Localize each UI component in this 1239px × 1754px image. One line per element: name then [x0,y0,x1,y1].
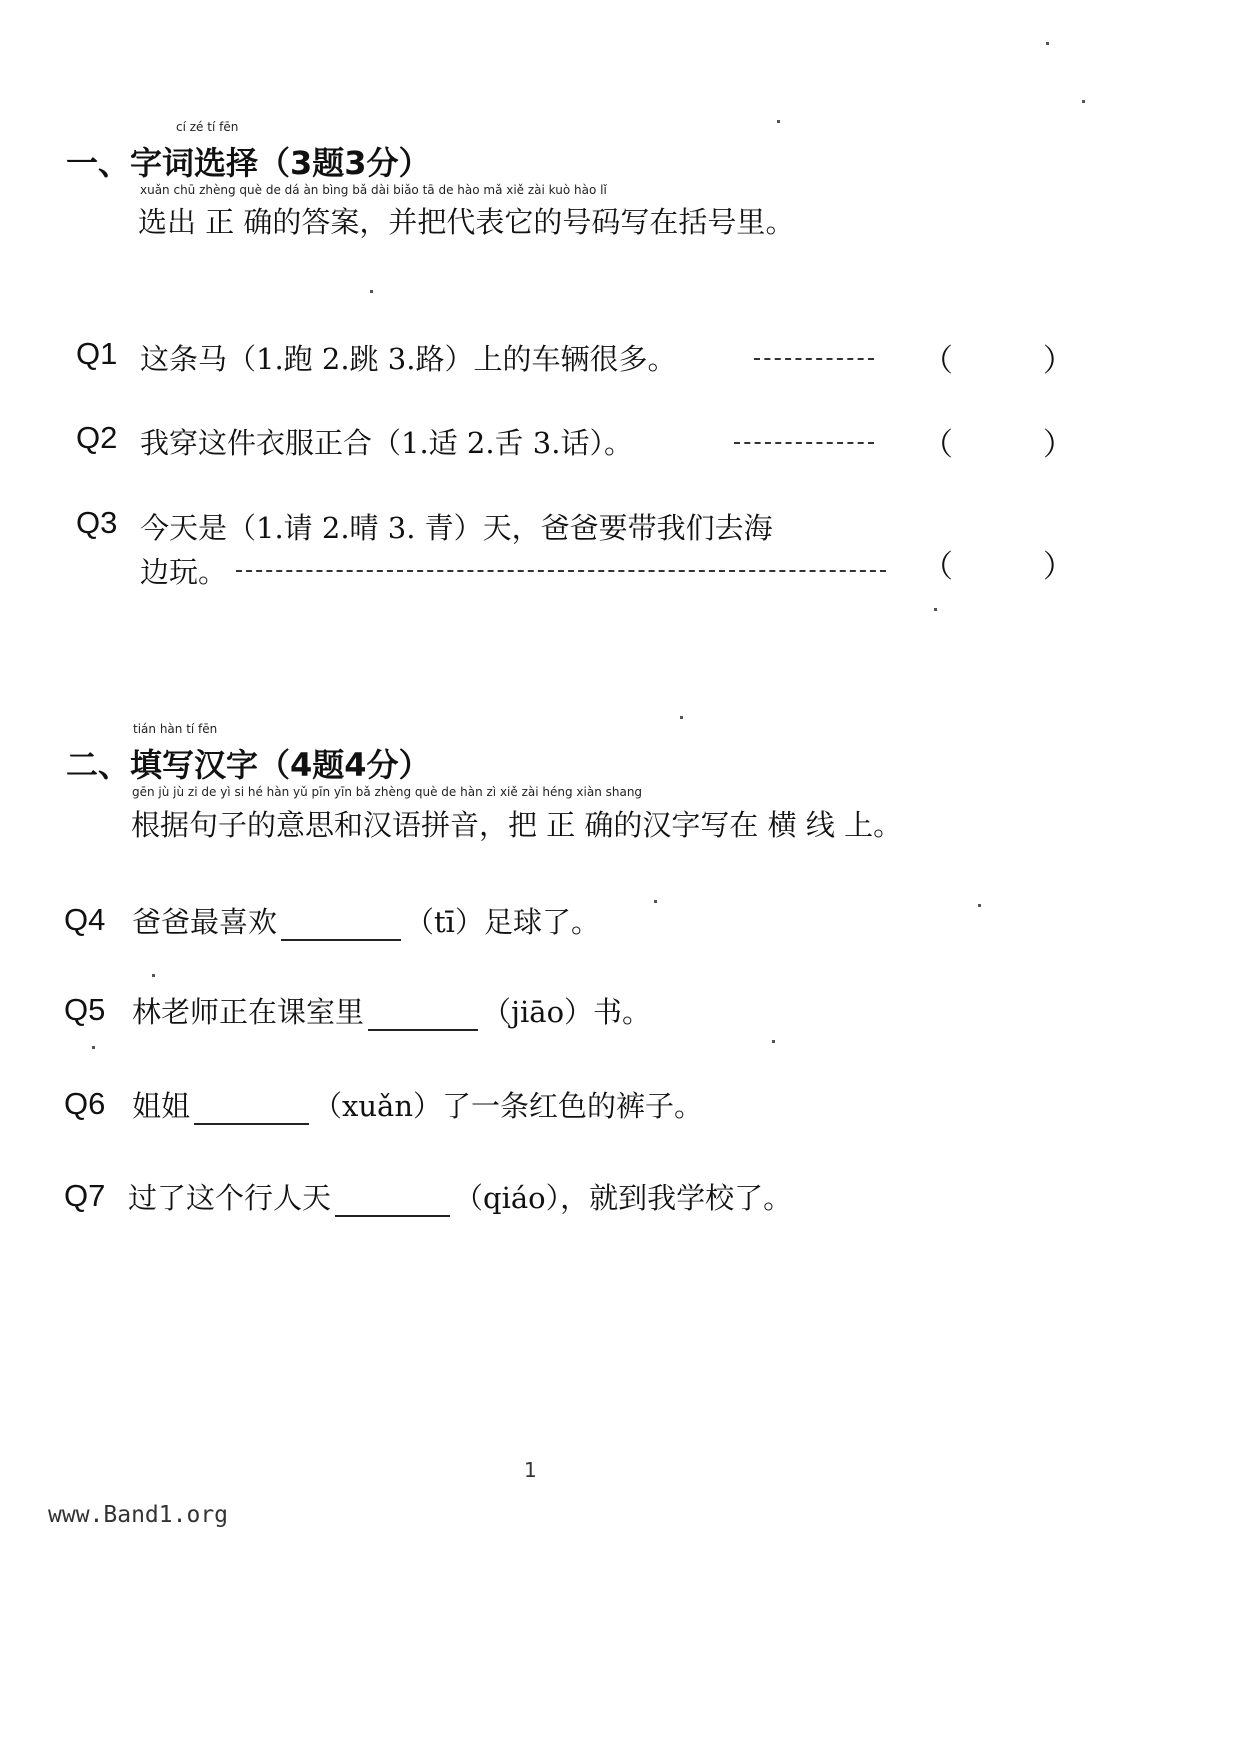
answer-parentheses[interactable]: （ ） [922,343,1114,379]
question-number: Q1 [76,336,118,371]
answer-blank[interactable] [194,1095,309,1125]
scan-speck [1046,42,1049,45]
scan-speck [680,716,683,719]
question-number: Q2 [76,420,118,455]
scan-speck [1082,100,1085,103]
question-number: Q6 [64,1086,106,1121]
question-text: 这条马（1.跑 2.跳 3.路）上的车辆很多。 [140,342,677,376]
question-number: Q7 [64,1178,106,1213]
question-text-before: 爸爸最喜欢 [132,905,278,939]
answer-parentheses[interactable]: （ ） [922,427,1114,463]
scan-speck [772,1040,775,1043]
section1-title-pinyin: cí zé tí fēn [176,120,239,134]
scan-speck [934,608,937,611]
question-number: Q5 [64,992,106,1027]
leader-line [754,356,874,360]
question-text-after: （tī）足球了。 [405,905,600,939]
answer-parentheses[interactable]: （ ） [922,549,1114,585]
section1-instruction-pinyin: xuǎn chū zhèng què de dá àn bìng bǎ dài biǎo tā de hào mǎ xiě zài kuò hào lǐ [140,183,607,197]
fill-question [132,1084,703,1125]
page-number: 1 [524,1458,537,1482]
answer-blank[interactable] [368,1001,478,1031]
fill-question [132,900,600,941]
question-text: 我穿这件衣服正合（1.适 2.舌 3.话）。 [140,426,633,460]
question-text-before: 林老师正在课室里 [132,995,365,1029]
question-text-continued: 边玩。 [140,555,228,589]
answer-blank[interactable] [335,1187,450,1217]
scan-speck [152,974,155,977]
question-text-after: （xuǎn）了一条红色的裤子。 [313,1089,704,1123]
section2-title: 二、填写汉字（4题4分） [66,746,431,784]
section1-title: 一、字词选择（3题3分） [66,144,431,182]
question-text-after: （qiáo），就到我学校了。 [454,1181,793,1215]
question-number: Q3 [76,505,118,540]
answer-blank[interactable] [281,911,401,941]
fill-question [128,1176,792,1217]
question-text-before: 过了这个行人天 [128,1181,332,1215]
scan-speck [654,900,657,903]
scan-speck [92,1046,95,1049]
scan-speck [370,290,373,293]
leader-line [236,568,886,572]
question-text-before: 姐姐 [132,1089,191,1123]
section2-instruction-pinyin: gēn jù jù zi de yì si hé hàn yǔ pīn yīn bǎ zhèng què de hàn zì xiě zài héng xiàn shang [132,785,643,799]
scan-speck [777,120,780,123]
section1-instruction: 选出 正 确的答案，并把代表它的号码写在括号里。 [138,205,795,239]
question-text: 今天是（1.请 2.晴 3. 青）天，爸爸要带我们去海 [140,511,773,545]
section2-instruction: 根据句子的意思和汉语拼音，把 正 确的汉字写在 横 线 上。 [131,808,903,842]
scan-speck [978,904,981,907]
leader-line [734,440,874,444]
question-text-after: （jiāo）书。 [482,995,652,1029]
question-number: Q4 [64,902,106,937]
section2-title-pinyin: tián hàn tí fēn [133,722,218,736]
footer-url[interactable]: www.Band1.org [48,1502,229,1528]
fill-question [132,990,651,1031]
